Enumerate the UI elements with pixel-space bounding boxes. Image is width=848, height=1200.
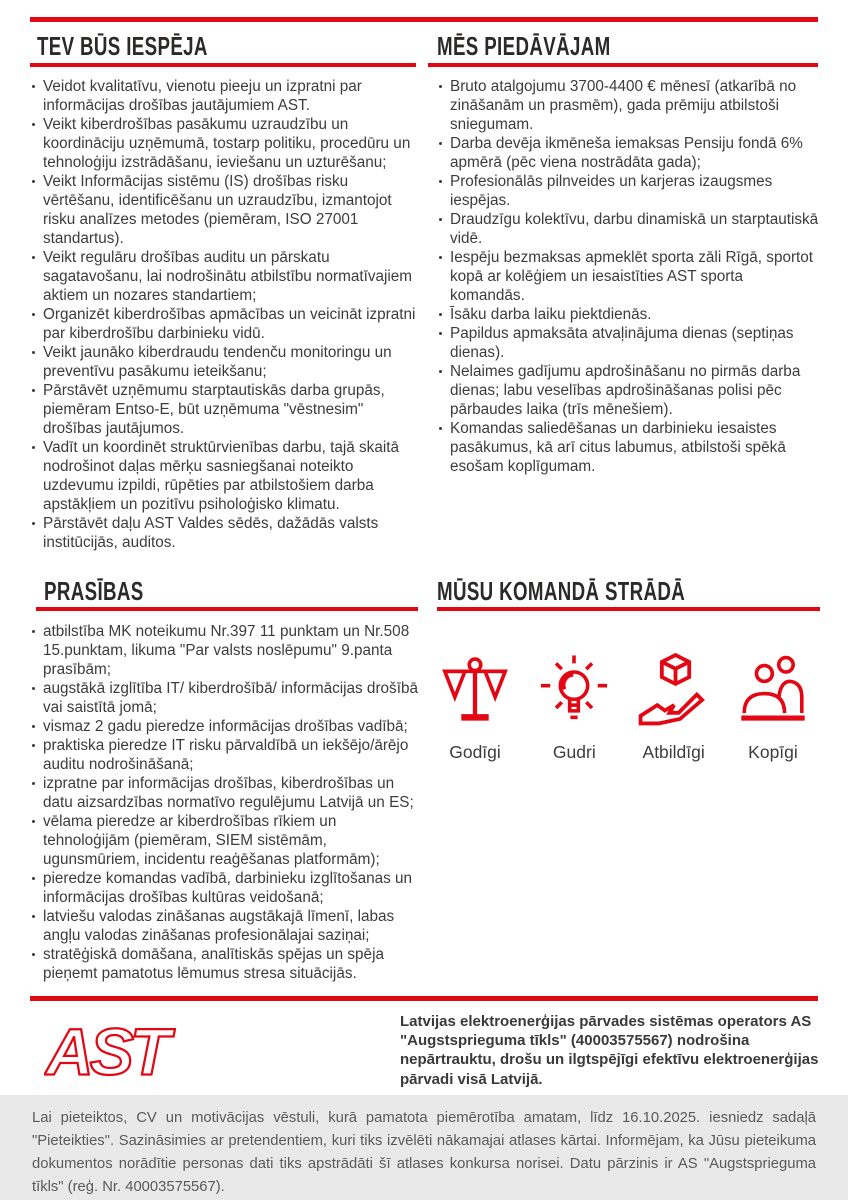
- list-item: Pārstāvēt daļu AST Valdes sēdēs, dažādās valsts institūcijās, auditos.: [30, 514, 422, 552]
- list-item: Veikt jaunāko kiberdraudu tendenču monitoringu un preventīvu pasākumu ieteikšanu;: [30, 343, 422, 381]
- list-item: Draudzīgu kolektīvu, darbu dinamiskā un starptautiskā vidē.: [437, 210, 822, 248]
- list-item: Pārstāvēt uzņēmumu starptautiskās darba grupās, piemēram Entso-E, būt uzņēmuma "vēstnesim" drošības jautājumos.: [30, 381, 422, 438]
- bottom-rule: [30, 996, 818, 1001]
- list-item: Organizēt kiberdrošības apmācības un veicināt izpratni par kiberdrošību darbinieku vidū.: [30, 305, 422, 343]
- top-rule: [30, 17, 818, 22]
- value-together: [726, 652, 820, 763]
- ast-logo: [44, 1020, 176, 1082]
- list-item: latviešu valodas zināšanas augstākajā līmenī, labas angļu valodas zināšanas profesionālajai saziņai;: [30, 907, 426, 945]
- requirements-title: PRASĪBAS: [44, 576, 144, 606]
- list-item: augstākā izglītība IT/ kiberdrošībā/ informācijas drošībā vai saistītā jomā;: [30, 679, 426, 717]
- people-icon: [726, 652, 820, 728]
- team-values-underline: [437, 607, 820, 611]
- offer-title: MĒS PIEDĀVĀJAM: [437, 31, 611, 61]
- company-description: Latvijas elektroenerģijas pārvades sistēmas operators AS "Augstsprieguma tīkls" (40003575567) nodrošina nepārtrauktu, drošu un ilgtspējīgi efektīvu elektroenerģijas pārvadi visā Latvijā.: [400, 1013, 819, 1088]
- list-item: vēlama pieredze ar kiberdrošības rīkiem un tehnoloģijām (piemēram, SIEM sistēmām, ugunsmūriem, incidentu reaģēšanas platformām);: [30, 812, 426, 869]
- value-label: Gudri: [552, 742, 596, 762]
- value-honest: [428, 652, 522, 763]
- application-instructions: Lai pieteiktos, CV un motivācijas vēstuli, kurā pamatota piemērotība amatam, līdz 16.10.2025. iesniedz sadaļā "Pieteikties". Sazināsimies ar pretendentiem, kuri tiks izvēlēti nākamajai atlases kārtai. Informējam, ka Jūsu pieteikuma dokumentos norādītie personas dati tiks apstrādāti šī atlases konkursa norisei. Datu pārzinis ir AS "Augstsprieguma tīkls" (reģ. Nr. 40003575567).: [32, 1110, 816, 1195]
- list-item: Komandas saliedēšanas un darbinieku iesaistes pasākumus, kā arī citus labumus, atbilstoši spēkā esošam koplīgumam.: [437, 419, 822, 476]
- list-item: izpratne par informācijas drošības, kiberdrošības un datu aizsardzības normatīvo regulējumu Latvijā un ES;: [30, 774, 426, 812]
- list-item: Iespēju bezmaksas apmeklēt sporta zāli Rīgā, sportot kopā ar kolēģiem un iesaistīties AST sporta komandās.: [437, 248, 822, 305]
- list-item: vismaz 2 gadu pieredze informācijas drošības vadībā;: [30, 717, 426, 736]
- value-label: Godīgi: [449, 742, 501, 762]
- value-responsible: [627, 652, 721, 763]
- list-item: Bruto atalgojumu 3700-4400 € mēnesī (atkarībā no zināšanām un prasmēm), gada prēmiju atbilstoši sniegumam.: [437, 77, 822, 134]
- list-item: Nelaimes gadījumu apdrošināšanu no pirmās darba dienas; labu veselības apdrošināšanas polisi pēc pārbaudes laika (trīs mēnešiem).: [437, 362, 822, 419]
- list-item: Vadīt un koordinēt struktūrvienības darbu, tajā skaitā nodrošinot daļas mērķu sasniegšanai noteikto uzdevumu izpildi, rūpēties par atbilstošiem darba apstākļiem un pozitīvu psiholoģisko klimatu.: [30, 438, 422, 514]
- team-values-title: MŪSU KOMANDĀ STRĀDĀ: [437, 576, 686, 606]
- hand-cube-icon: [627, 652, 721, 728]
- requirements-list: [30, 622, 426, 983]
- scales-icon: [428, 652, 522, 728]
- lightbulb-icon: [527, 652, 621, 728]
- list-item: stratēģiskā domāšana, analītiskās spējas un spēja pieņemt pamatotus lēmumus stresa situācijās.: [30, 945, 426, 983]
- ast-logo-text: AST: [45, 1020, 167, 1082]
- offer-list: [437, 77, 822, 476]
- value-label: Kopīgi: [748, 742, 798, 762]
- list-item: Profesionālās pilnveides un karjeras izaugsmes iespējas.: [437, 172, 822, 210]
- list-item: Veikt Informācijas sistēmu (IS) drošības risku vērtēšanu, identificēšanu un uzraudzību, izmantojot risku analīzes metodes (piemēram, ISO 27001 standartus).: [30, 172, 422, 248]
- list-item: Īsāku darba laiku piektdienās.: [437, 305, 822, 324]
- list-item: Veikt regulāru drošības auditu un pārskatu sagatavošanu, lai nodrošinātu atbilstību normatīvajiem aktiem un nozares standartiem;: [30, 248, 422, 305]
- list-item: Veidot kvalitatīvu, vienotu pieeju un izpratni par informācijas drošības jautājumiem AST.: [30, 77, 422, 115]
- list-item: Papildus apmaksāta atvaļinājuma dienas (septiņas dienas).: [437, 324, 822, 362]
- offer-underline: [428, 63, 818, 67]
- opportunities-title: TEV BŪS IESPĒJA: [37, 31, 208, 61]
- list-item: pieredze komandas vadībā, darbinieku izglītošanas un informācijas drošības kultūras veidošanā;: [30, 869, 426, 907]
- list-item: atbilstība MK noteikumu Nr.397 11 punktam un Nr.508 15.punktam, likuma "Par valsts noslēpumu" 9.panta prasībām;: [30, 622, 426, 679]
- list-item: Veikt kiberdrošības pasākumu uzraudzību un koordināciju uzņēmumā, tostarp politiku, procedūru un tehnoloģiju izstrādāšanu, ieviešanu un uzturēšanu;: [30, 115, 422, 172]
- list-item: Darba devēja ikmēneša iemaksas Pensiju fondā 6% apmērā (pēc viena nostrādāta gada);: [437, 134, 822, 172]
- value-label: Atbildīgi: [642, 742, 705, 762]
- requirements-underline: [36, 607, 418, 611]
- list-item: praktiska pieredze IT risku pārvaldībā un iekšējo/ārējo auditu nodrošināšanā;: [30, 736, 426, 774]
- opportunities-underline: [30, 63, 416, 67]
- opportunities-list: [30, 77, 422, 552]
- team-values-row: [428, 652, 820, 763]
- value-smart: [527, 652, 621, 763]
- footer-band: [0, 1095, 848, 1200]
